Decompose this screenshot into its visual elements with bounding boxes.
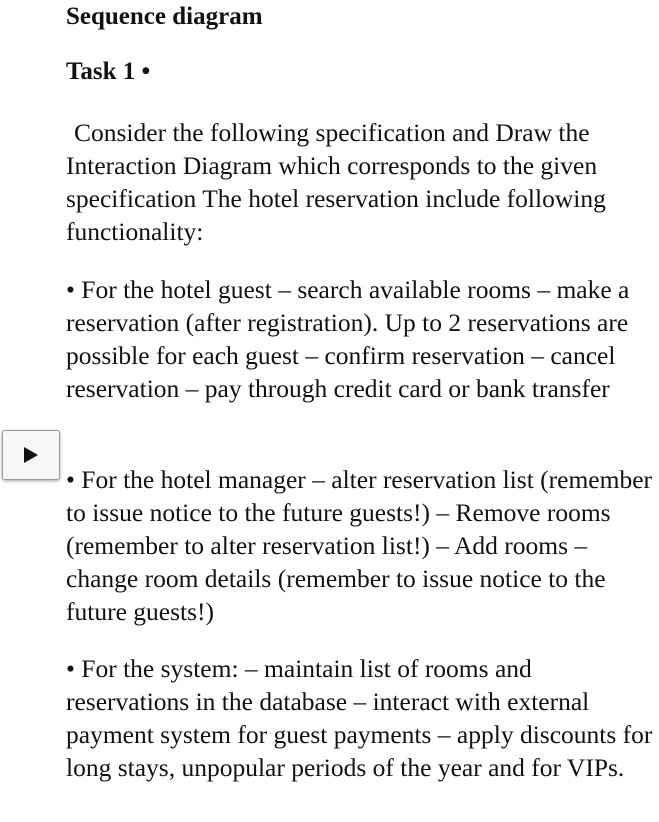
bullet-hotel-guest: • For the hotel guest – search available rooms – make a reservation (after registration). Up to 2 reservations are possible for each guest – confirm reservation – cancel reservation – pay through credit card or bank transfer <box>66 275 630 403</box>
bullet-system: • For the system: – maintain list of rooms and reservations in the database – interact with external payment system for guest payments – apply discounts for long stays, unpopular periods of the year and for VIPs. <box>66 654 653 782</box>
play-button[interactable] <box>2 430 60 480</box>
play-icon <box>23 446 39 464</box>
task-label: Task 1 • <box>66 58 151 85</box>
bullet-hotel-manager: • For the hotel manager – alter reservation list (remember to issue notice to the future guests!) – Remove rooms (remember to alter reservation list!) – Add rooms – change room details (remember to issue notice to the future guests!) <box>66 465 653 626</box>
page-title: Sequence diagram <box>66 3 263 30</box>
intro-paragraph: Consider the following specification and Draw the Interaction Diagram which corresponds to the given specification The hotel reservation include following functionality: <box>66 118 606 246</box>
